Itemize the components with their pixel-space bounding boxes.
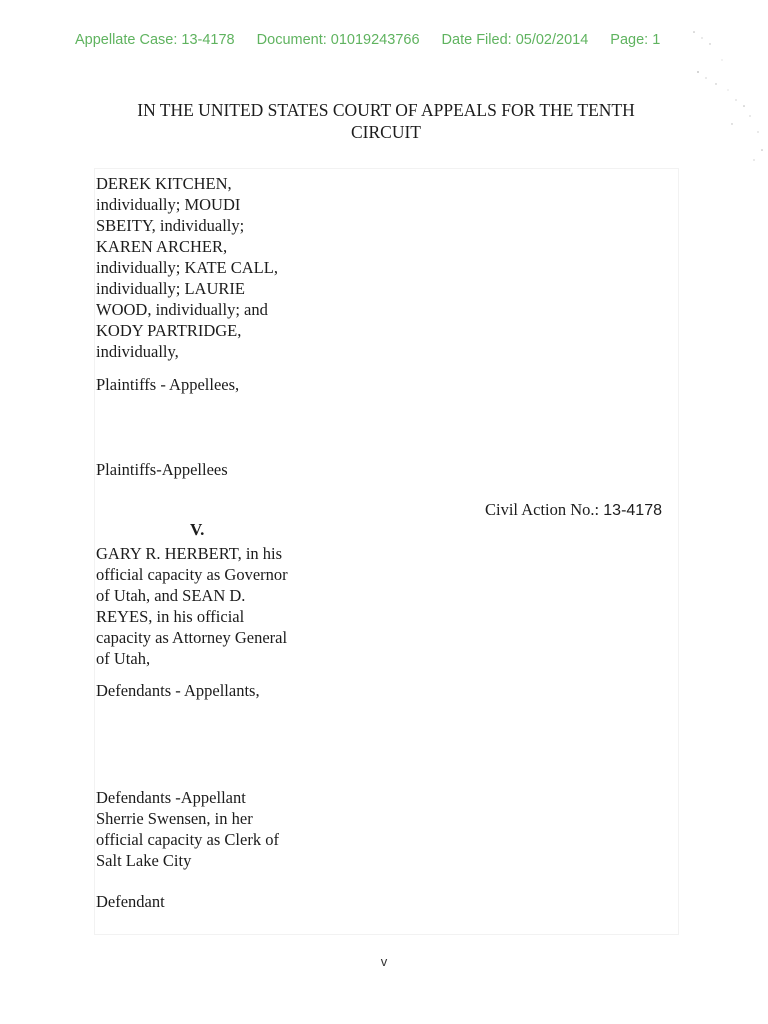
- defendant-line: official capacity as Governor: [96, 565, 288, 584]
- defendant-line: GARY R. HERBERT, in his: [96, 544, 283, 563]
- civil-action-number: [485, 500, 662, 520]
- defendant-line: capacity as Attorney General: [96, 628, 288, 647]
- plaintiffs-role-2: Plaintiffs-Appellees: [96, 460, 228, 479]
- plaintiff-line: individually,: [96, 342, 179, 361]
- plaintiffs-role: Plaintiffs - Appellees,: [96, 375, 240, 394]
- defendant-appellant-line: Salt Lake City: [96, 851, 192, 870]
- plaintiff-line: individually; LAURIE: [96, 279, 245, 298]
- filing-header: [75, 32, 660, 48]
- defendant-appellant-block: [96, 787, 321, 871]
- defendants-role: Defendants - Appellants,: [96, 681, 260, 700]
- plaintiff-line: DEREK KITCHEN,: [96, 174, 232, 193]
- plaintiff-line: WOOD, individually; and: [96, 300, 268, 319]
- header-document: Document: 01019243766: [256, 32, 420, 48]
- defendant-appellant-line: official capacity as Clerk of: [96, 830, 279, 849]
- defendant-line: of Utah, and SEAN D.: [96, 586, 246, 605]
- defendant-appellant-line: Defendants -Appellant: [96, 788, 246, 807]
- plaintiff-line: KAREN ARCHER,: [96, 237, 228, 256]
- court-title: [100, 99, 672, 143]
- civil-action-label: Civil Action No.:: [485, 500, 600, 519]
- plaintiff-line: SBEITY, individually;: [96, 216, 245, 235]
- court-title-line2: CIRCUIT: [351, 122, 421, 142]
- plaintiff-line: individually; MOUDI: [96, 195, 241, 214]
- defendant-role-2: Defendant: [96, 892, 165, 911]
- plaintiff-line: KODY PARTRIDGE,: [96, 321, 242, 340]
- page-number: v: [380, 954, 388, 969]
- header-case: Appellate Case: 13-4178: [75, 32, 235, 48]
- plaintiffs-names: [96, 173, 321, 362]
- versus: V.: [190, 520, 205, 539]
- header-page: Page: 1: [610, 32, 661, 48]
- scan-noise: [688, 20, 768, 180]
- defendant-appellant-line: Sherrie Swensen, in her: [96, 809, 253, 828]
- defendant-line: REYES, in his official: [96, 607, 245, 626]
- defendant-line: of Utah,: [96, 649, 151, 668]
- plaintiff-line: individually; KATE CALL,: [96, 258, 278, 277]
- civil-action-value: 13-4178: [603, 502, 662, 519]
- defendants-names: [96, 543, 321, 669]
- court-title-line1: IN THE UNITED STATES COURT OF APPEALS FOR THE TENTH: [137, 100, 635, 120]
- header-date-filed: Date Filed: 05/02/2014: [441, 32, 589, 48]
